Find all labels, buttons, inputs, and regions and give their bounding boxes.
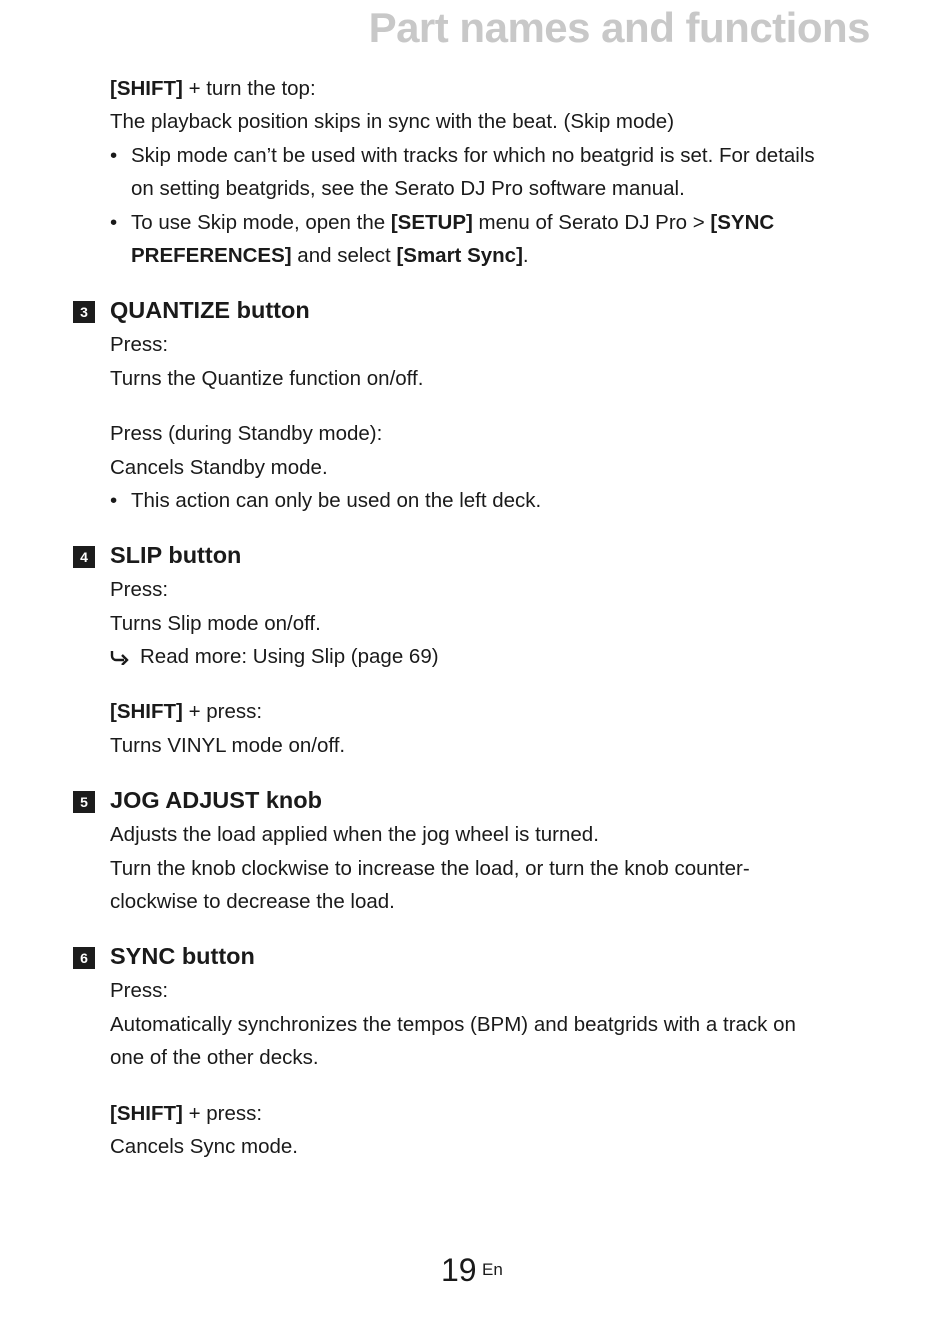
skip-mode-block: [SHIFT] + turn the top: The playback position skips in sync with the beat. (Skip mode) • Skip mode can’t be used with tracks for which no beatgrid is set. For details on setting beatgrids, see the Serato DJ Pro software manual. • To use Skip mode, open the [SETUP] menu of Serato DJ Pro > [SYNC PREFERENCES] and select [Smart Sync]. xyxy=(110,72,870,272)
read-more-link[interactable]: Read more: Using Slip (page 69) xyxy=(110,640,870,673)
page-header-title: Part names and functions xyxy=(368,4,870,51)
shift-label: [SHIFT] xyxy=(110,77,183,100)
section-number-badge: 6 xyxy=(73,947,95,969)
section-jog-adjust-knob: 5 JOG ADJUST knob Adjusts the load applied when the jog wheel is turned. Turn the knob clockwise to increase the load, or turn the knob counter- clockwise to decrease the load. xyxy=(110,782,870,918)
page-number: 19 xyxy=(441,1252,477,1288)
bullet-continuation: on setting beatgrids, see the Serato DJ Pro software manual. xyxy=(131,177,685,201)
section-slip-button: 4 SLIP button Press: Turns Slip mode on/off. Read more: Using Slip (page 69) [SHIFT] + press: Turns VINYL mode on/off. xyxy=(110,537,870,762)
section-sync-button: 6 SYNC button Press: Automatically synchronizes the tempos (BPM) and beatgrids with a track on one of the other decks. [SHIFT] + press: Cancels Sync mode. xyxy=(110,938,870,1163)
section-number-badge: 5 xyxy=(73,791,95,813)
section-quantize-button: 3 QUANTIZE button Press: Turns the Quantize function on/off. Press (during Standby mode): Cancels Standby mode. • This action can only be used on the left deck. xyxy=(110,292,870,517)
bullet-item: • Skip mode can’t be used with tracks for which no beatgrid is set. For details xyxy=(110,139,870,172)
page-language: En xyxy=(482,1260,503,1279)
section-title: QUANTIZE button xyxy=(110,297,310,324)
skip-mode-description: The playback position skips in sync with the beat. (Skip mode) xyxy=(110,110,675,134)
bullet-item: • To use Skip mode, open the [SETUP] menu of Serato DJ Pro > [SYNC xyxy=(110,206,870,239)
section-title: SLIP button xyxy=(110,542,242,569)
page-content xyxy=(80,72,870,1163)
section-number-badge: 4 xyxy=(73,546,95,568)
section-title: SYNC button xyxy=(110,943,255,970)
section-number-badge: 3 xyxy=(73,301,95,323)
bullet-item: • This action can only be used on the left deck. xyxy=(110,484,870,517)
section-title: JOG ADJUST knob xyxy=(110,787,322,814)
bullet-continuation: PREFERENCES] and select [Smart Sync]. xyxy=(131,243,529,267)
arrow-right-icon xyxy=(110,640,140,673)
